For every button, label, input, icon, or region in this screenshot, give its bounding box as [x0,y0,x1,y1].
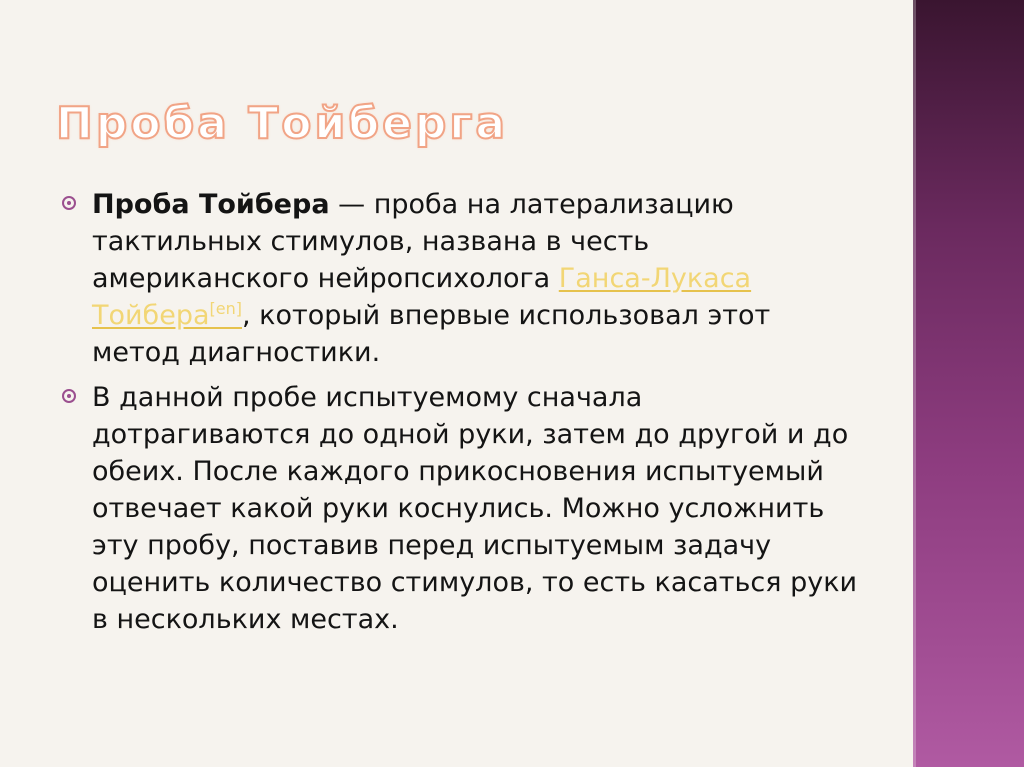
circle-bullet-icon [62,389,76,403]
person-link-text: Ганса-Лукаса Тойбера [92,263,752,331]
slide-title: Проба Тойберга [56,98,509,149]
decorative-side-bar [913,0,1024,767]
bullet-text: — проба на латерализацию тактильных стимулов, названа в честь американского нейропсихолога [92,189,734,294]
circle-bullet-icon [62,196,76,210]
side-bar-edge [913,0,916,767]
language-link-sup: [en] [209,299,242,318]
bullet-term: Проба Тойбера [92,189,330,220]
bullet-text-end: , который впервые использовал этот метод диагностики. [92,300,771,368]
bullet-item [62,379,862,638]
bullet-text: В данной пробе испытуемому сначала дотрагиваются до одной руки, затем до другой и до обеих. После каждого прикосновения испытуемый отвечает какой руки коснулись. Можно усложнить эту пробу, поставив перед испытуемым задачу оценить количество стимулов, то есть касаться руки в нескольких местах. [92,382,858,635]
slide-content [62,186,862,646]
bullet-item [62,186,862,371]
